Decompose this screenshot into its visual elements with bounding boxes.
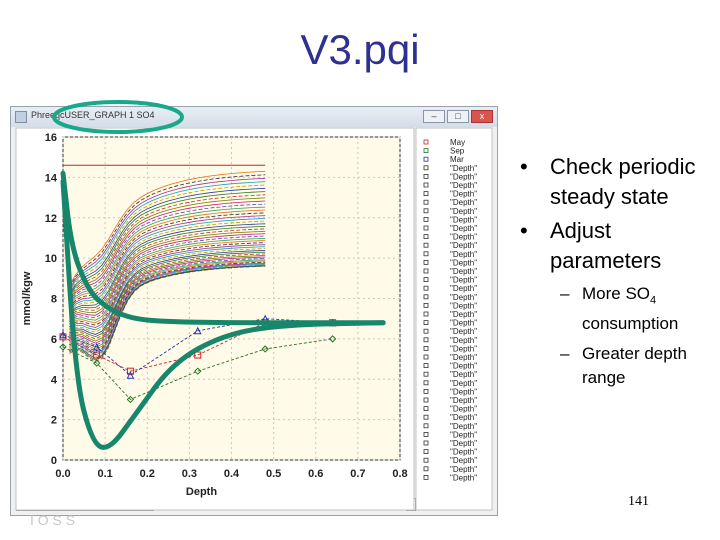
y-tick-label: 10 bbox=[44, 253, 57, 266]
y-tick-label: 16 bbox=[44, 132, 57, 144]
legend-entry: "Depth" bbox=[450, 206, 478, 216]
x-tick-label: 0.8 bbox=[392, 468, 408, 480]
x-tick-label: 0.3 bbox=[181, 468, 198, 480]
legend-entry: "Depth" bbox=[450, 439, 478, 448]
page-number: 141 bbox=[628, 494, 649, 509]
legend-entry: Mar bbox=[450, 155, 464, 165]
legend-entry: "Depth" bbox=[450, 370, 478, 380]
legend-entry: "Depth" bbox=[450, 464, 478, 474]
legend-entry: "Depth" bbox=[450, 473, 478, 483]
legend-entry: "Depth" bbox=[450, 310, 478, 319]
slide-title: V3.pqi bbox=[300, 26, 420, 73]
bullet-text: Adjust parameters bbox=[550, 218, 662, 273]
legend-entry: "Depth" bbox=[450, 335, 478, 345]
legend-entry: "Depth" bbox=[450, 456, 478, 466]
legend-entry: "Depth" bbox=[450, 189, 478, 199]
legend-entry: "Depth" bbox=[450, 163, 478, 173]
legend-entry: "Depth" bbox=[450, 292, 478, 302]
x-tick-label: 0.7 bbox=[350, 468, 366, 480]
minimize-button[interactable]: – bbox=[423, 110, 445, 123]
bullet-item bbox=[514, 152, 720, 212]
sub-bullet-item bbox=[514, 342, 720, 390]
sub-bullet-text: Greater depth range bbox=[582, 344, 687, 388]
legend-entry: "Depth" bbox=[450, 413, 478, 423]
sub-bullet-text: More SO bbox=[582, 284, 651, 303]
bullet-dot: • bbox=[520, 154, 528, 179]
legend-entry: "Depth" bbox=[450, 421, 478, 431]
sub-bullet-dash: – bbox=[560, 344, 570, 364]
legend-entry: "Depth" bbox=[450, 249, 478, 259]
legend-entry: "Depth" bbox=[450, 301, 478, 311]
legend-entry: "Depth" bbox=[450, 344, 478, 354]
bullet-text: Check periodic steady state bbox=[550, 154, 696, 209]
legend-entry: "Depth" bbox=[450, 258, 478, 268]
y-tick-label: 14 bbox=[44, 172, 57, 185]
y-axis-label: mmol/kgw bbox=[21, 271, 33, 326]
y-tick-label: 2 bbox=[50, 414, 57, 427]
x-tick-label: 0.2 bbox=[139, 468, 155, 480]
y-tick-label: 8 bbox=[50, 293, 57, 306]
sub-bullet-dash: – bbox=[560, 284, 570, 303]
sub-bullet-item bbox=[514, 282, 720, 336]
x-axis-label: Depth bbox=[185, 486, 218, 498]
close-button[interactable]: x bbox=[471, 110, 493, 123]
legend-entry: "Depth" bbox=[450, 267, 478, 276]
legend-entry: "Depth" bbox=[450, 396, 478, 405]
legend-entry: "Depth" bbox=[450, 387, 478, 397]
legend-entry: "Depth" bbox=[450, 181, 478, 190]
y-tick-label: 6 bbox=[50, 333, 57, 346]
legend-entry: "Depth" bbox=[450, 378, 478, 388]
x-tick-label: 0.6 bbox=[308, 468, 324, 480]
x-tick-label: 0.0 bbox=[55, 468, 71, 480]
legend-entry: "Depth" bbox=[450, 447, 478, 457]
bullet-list bbox=[514, 152, 720, 390]
window-title: PhreeqcUSER_GRAPH 1 SO4 bbox=[31, 110, 155, 120]
legend-entry: "Depth" bbox=[450, 327, 478, 337]
legend-entry: "Depth" bbox=[450, 275, 478, 285]
legend-entry: "Depth" bbox=[450, 224, 478, 233]
legend-entry: "Depth" bbox=[450, 241, 478, 251]
legend-entry: "Depth" bbox=[450, 284, 478, 294]
y-tick-label: 0 bbox=[50, 455, 57, 467]
legend-entry: "Depth" bbox=[450, 198, 478, 208]
legend-entry: "Depth" bbox=[450, 353, 478, 362]
legend-entry: "Depth" bbox=[450, 430, 478, 440]
sub-bullet-text-end: consumption bbox=[582, 314, 679, 334]
legend-entry: "Depth" bbox=[450, 232, 478, 242]
bottom-mark: I O S S bbox=[30, 512, 76, 528]
x-tick-label: 0.1 bbox=[97, 468, 113, 480]
legend-entry: "Depth" bbox=[450, 318, 478, 328]
legend-entry: Sep bbox=[450, 146, 465, 156]
legend-entry: May bbox=[450, 138, 466, 147]
x-tick-label: 0.4 bbox=[223, 468, 240, 480]
sub-bullet-subscript: 4 bbox=[650, 294, 657, 307]
y-tick-label: 12 bbox=[44, 212, 57, 225]
legend-entry: "Depth" bbox=[450, 404, 478, 414]
y-tick-label: 4 bbox=[50, 374, 57, 387]
legend-entry: "Depth" bbox=[450, 215, 478, 225]
bullet-dot: • bbox=[520, 218, 528, 243]
bullet-item bbox=[514, 216, 720, 276]
legend-entry: "Depth" bbox=[450, 172, 478, 182]
maximize-button[interactable]: □ bbox=[447, 110, 469, 123]
x-tick-label: 0.5 bbox=[265, 468, 282, 480]
legend-entry: "Depth" bbox=[450, 361, 478, 371]
